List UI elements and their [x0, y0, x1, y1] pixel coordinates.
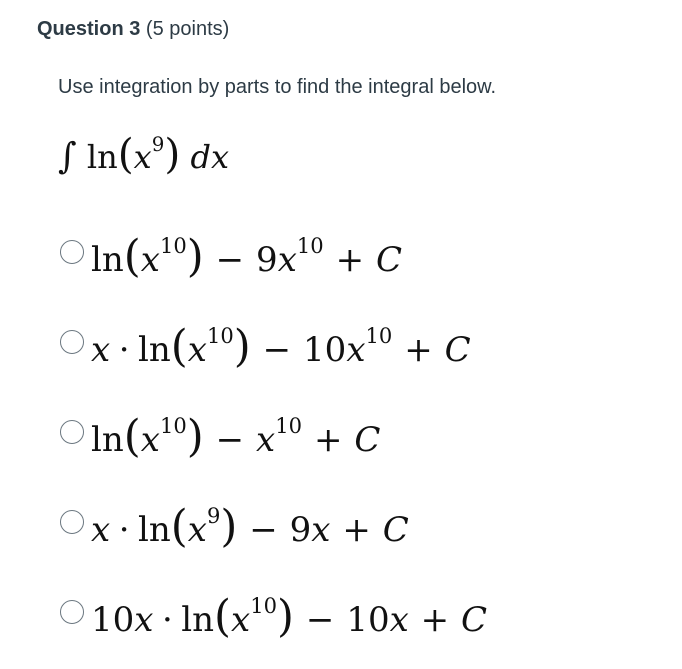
integral-sign: ∫	[58, 136, 77, 177]
variable-x: x	[346, 330, 366, 370]
option-expression	[91, 322, 471, 372]
option-expression	[91, 502, 409, 552]
constant-c: C	[375, 240, 402, 280]
exponent: 10	[206, 323, 234, 349]
left-paren: (	[214, 592, 232, 642]
plus-sign: +	[313, 420, 343, 460]
question-number: Question 3	[37, 18, 141, 40]
coefficient: 10	[303, 330, 347, 370]
minus-sign: −	[305, 600, 335, 640]
option-expression	[91, 412, 380, 462]
exponent: 10	[296, 233, 324, 259]
answer-option-2[interactable]	[60, 322, 471, 372]
variable-x: x	[91, 330, 111, 370]
constant-c: C	[461, 600, 488, 640]
exponent: 10	[275, 413, 303, 439]
variable-x: x	[389, 600, 409, 640]
left-paren: (	[123, 412, 141, 462]
ln-function: ln	[91, 240, 124, 280]
left-paren: (	[117, 130, 134, 178]
exponent: 9	[206, 503, 221, 529]
plus-sign: +	[404, 330, 433, 370]
right-paren: )	[220, 502, 238, 552]
right-paren: )	[186, 412, 204, 462]
ln-function: ln	[138, 330, 171, 370]
right-paren: )	[233, 322, 251, 372]
question-instructions: Use integration by parts to find the integral below.	[58, 76, 497, 98]
variable-x: x	[277, 240, 297, 280]
variable-x: x	[187, 330, 207, 370]
right-paren: )	[186, 232, 204, 282]
coefficient: 9	[289, 510, 312, 550]
answer-option-5[interactable]	[60, 592, 487, 642]
variable-x: x	[91, 510, 111, 550]
minus-sign: −	[215, 420, 245, 460]
variable-x: x	[134, 600, 154, 640]
plus-sign: +	[335, 240, 365, 280]
option-expression	[91, 592, 487, 642]
right-paren: )	[277, 592, 295, 642]
plus-sign: +	[420, 600, 450, 640]
left-paren: (	[123, 232, 141, 282]
left-paren: (	[170, 502, 188, 552]
right-paren: )	[164, 130, 181, 178]
answer-option-1[interactable]	[60, 232, 402, 282]
variable-x: x	[187, 510, 207, 550]
multiply-dot: ·	[161, 600, 173, 640]
variable-x: x	[311, 510, 331, 550]
constant-c: C	[354, 420, 381, 460]
radio-button[interactable]	[60, 420, 84, 444]
ln-function: ln	[181, 600, 215, 640]
minus-sign: −	[262, 330, 292, 370]
option-expression	[91, 232, 402, 282]
radio-button[interactable]	[60, 510, 84, 534]
minus-sign: −	[215, 240, 245, 280]
ln-function: ln	[138, 510, 171, 550]
minus-sign: −	[249, 510, 278, 550]
coefficient: 10	[346, 600, 390, 640]
exponent: 10	[250, 593, 278, 619]
constant-c: C	[382, 510, 409, 550]
exponent: 10	[159, 233, 187, 259]
multiply-dot: ·	[118, 330, 130, 370]
answer-option-3[interactable]	[60, 412, 380, 462]
radio-button[interactable]	[60, 240, 84, 264]
ln-function: ln	[91, 420, 124, 460]
answer-option-4[interactable]	[60, 502, 409, 552]
ln-function: ln	[86, 138, 118, 176]
differential: dx	[190, 138, 230, 176]
constant-c: C	[444, 330, 471, 370]
multiply-dot: ·	[118, 510, 130, 550]
coefficient: 9	[256, 240, 278, 280]
radio-button[interactable]	[60, 330, 84, 354]
variable-x: x	[256, 420, 276, 460]
question-points: (5 points)	[145, 18, 230, 40]
radio-button[interactable]	[60, 600, 84, 624]
exponent: 10	[159, 413, 187, 439]
variable-x: x	[140, 240, 160, 280]
variable-x: x	[133, 138, 152, 176]
variable-x: x	[231, 600, 251, 640]
exponent: 10	[365, 323, 393, 349]
left-paren: (	[170, 322, 188, 372]
exponent: 9	[151, 133, 165, 157]
variable-x: x	[140, 420, 160, 460]
coefficient: 10	[91, 600, 135, 640]
plus-sign: +	[342, 510, 371, 550]
